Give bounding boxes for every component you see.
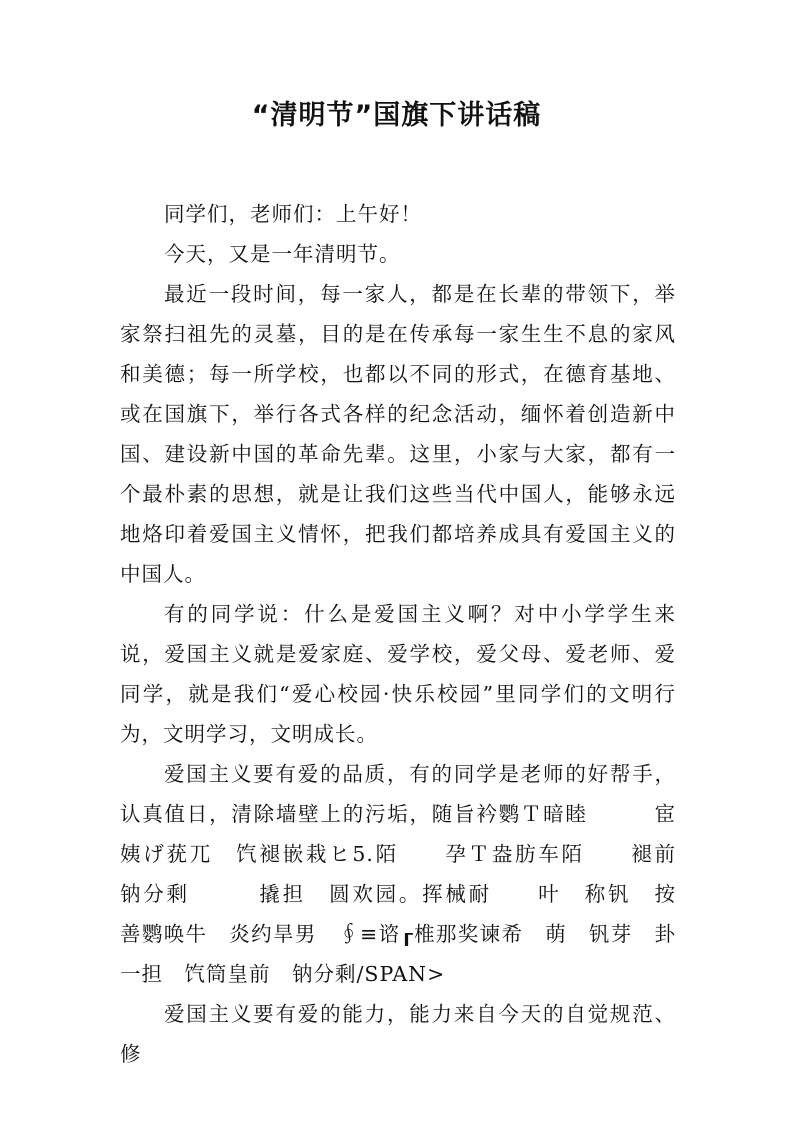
document-title: “清明节”国旗下讲话稿 <box>251 100 542 131</box>
document-body <box>120 194 719 1074</box>
paragraph-intro: 今天，又是一年清明节。 <box>164 242 401 266</box>
paragraph-patriotism-definition: 有的同学说：什么是爱国主义啊？对中小学学生来说，爱国主义就是爱家庭、爱学校，爱父母、爱老师、爱同学，就是我们“爱心校园·快乐校园”里同学们的文明行为，文明学习，文明成长。 <box>120 602 676 746</box>
paragraph-love-ability: 爱国主义要有爱的能力，能力来自今天的自觉规范、修 <box>120 1002 676 1066</box>
paragraph-love-quality: 爱国主义要有爱的品质，有的同学是老师的好帮手，认真值日，清除墙壁上的污垢，随旨衿鹦Ｔ暗睦 宦姨げ莸兀 饩褪嵌栽ヒ5.陌 孕Ｔ盎肪车陌 褪前 钠分剩 撬担 圆欢园。挥械耐 叶 称钒 按 善鹦唤牛 炎约旱男 ∮≡谘┎椎那奖谏希 萌 钒芽 卦一担 饩筒皇前 钠分剩/SPAN> <box>120 762 719 986</box>
paragraph-greeting: 同学们，老师们：上午好！ <box>164 202 422 226</box>
paragraph-tradition: 最近一段时间，每一家人，都是在长辈的带领下，举家祭扫祖先的灵墓，目的是在传承每一家生生不息的家风和美德；每一所学校，也都以不同的形式，在德育基地、或在国旗下，举行各式各样的纪念活动，缅怀着创造新中国、建设新中国的革命先辈。这里，小家与大家，都有一个最朴素的思想，就是让我们这些当代中国人，能够永远地烙印着爱国主义情怀，把我们都培养成具有爱国主义的中国人。 <box>120 282 676 586</box>
